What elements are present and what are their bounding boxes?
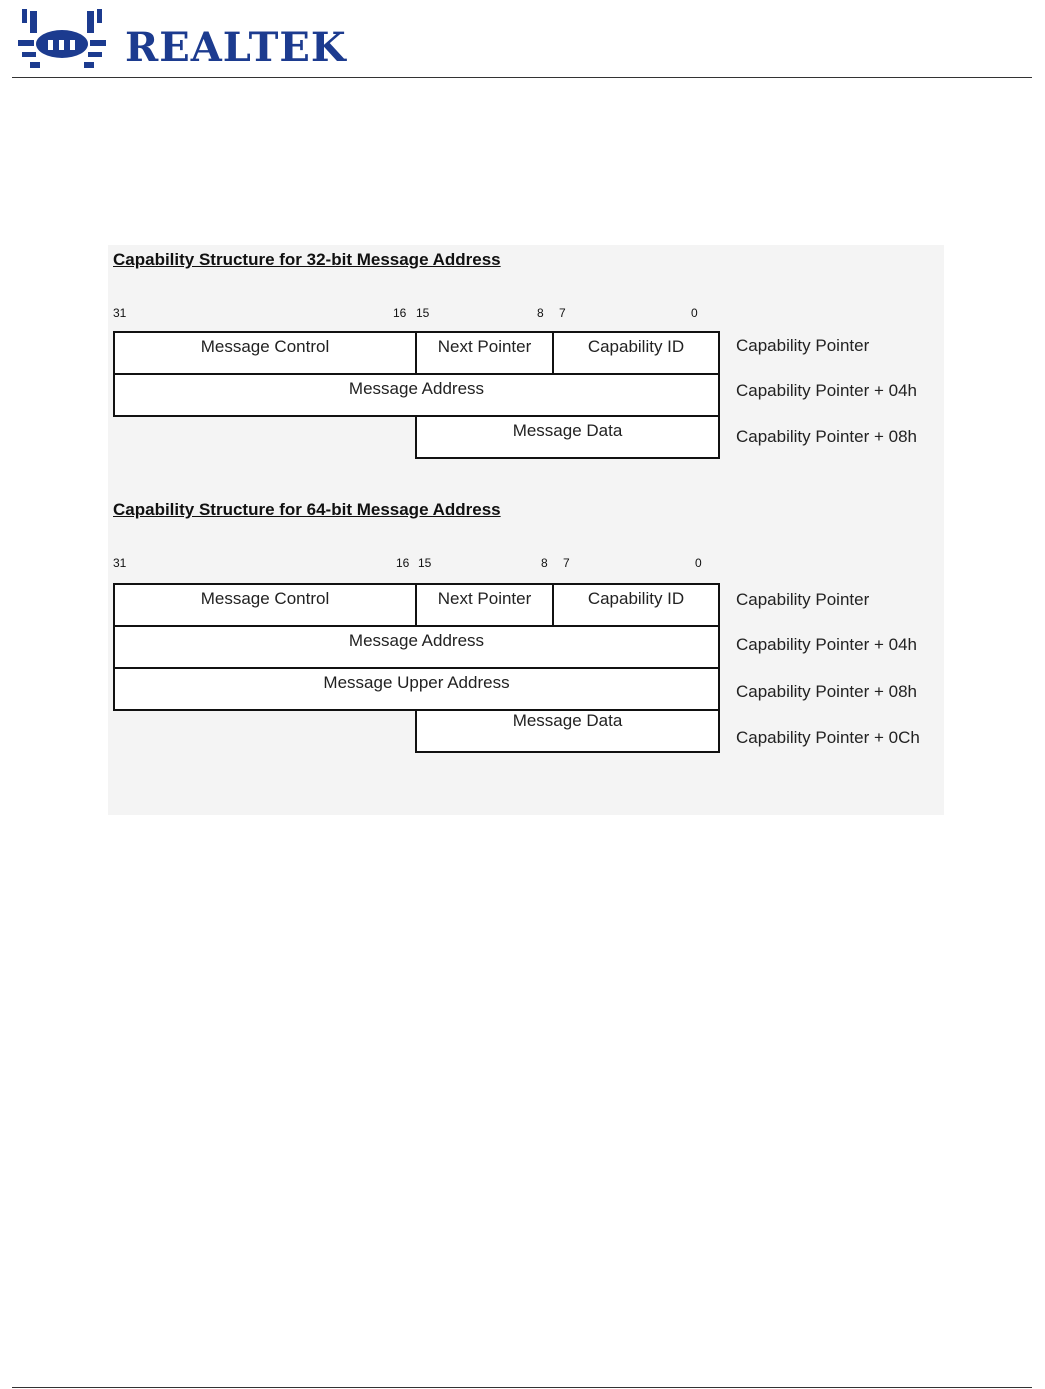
footer-divider [12, 1387, 1032, 1388]
capability-id-cell: Capability ID [552, 583, 720, 627]
message-address-cell: Message Address [113, 373, 720, 417]
bit-7-label: 7 [559, 306, 566, 320]
bit-16-label: 16 [396, 556, 410, 570]
row-offset-label: Capability Pointer + 08h [736, 682, 917, 701]
bit-0-label: 0 [695, 556, 702, 570]
bit-8-label: 8 [541, 556, 548, 570]
message-control-cell: Message Control [113, 331, 417, 375]
message-data-cell: Message Data [415, 415, 720, 459]
bit-0-label: 0 [691, 306, 698, 320]
row-offset-label: Capability Pointer + 08h [736, 427, 917, 446]
row-offset-label: Capability Pointer [736, 336, 870, 355]
bit-31-label: 31 [113, 556, 127, 570]
bit-8-label: 8 [537, 306, 544, 320]
bit-31-label: 31 [113, 306, 127, 320]
message-upper-address-cell: Message Upper Address [113, 667, 720, 711]
realtek-logo [12, 6, 347, 71]
bit-15-label: 15 [418, 556, 432, 570]
row-offset-label: Capability Pointer + 0Ch [736, 728, 920, 747]
message-address-cell: Message Address [113, 625, 720, 669]
row-offset-label: Capability Pointer + 04h [736, 635, 917, 654]
next-pointer-cell: Next Pointer [415, 331, 554, 375]
header-divider [12, 77, 1032, 78]
bit-16-label: 16 [393, 306, 407, 320]
bit-7-label: 7 [563, 556, 570, 570]
brand-name: REALTEK [125, 24, 347, 71]
diagram-64-title: Capability Structure for 64-bit Message Address [113, 500, 501, 519]
diagram-32-title: Capability Structure for 32-bit Message Address [113, 250, 501, 269]
row-offset-label: Capability Pointer + 04h [736, 381, 917, 400]
crab-logo-icon [12, 6, 112, 70]
next-pointer-cell: Next Pointer [415, 583, 554, 627]
message-control-cell: Message Control [113, 583, 417, 627]
message-data-cell: Message Data [415, 709, 720, 753]
bit-15-label: 15 [416, 306, 430, 320]
row-offset-label: Capability Pointer [736, 590, 870, 609]
capability-id-cell: Capability ID [552, 331, 720, 375]
